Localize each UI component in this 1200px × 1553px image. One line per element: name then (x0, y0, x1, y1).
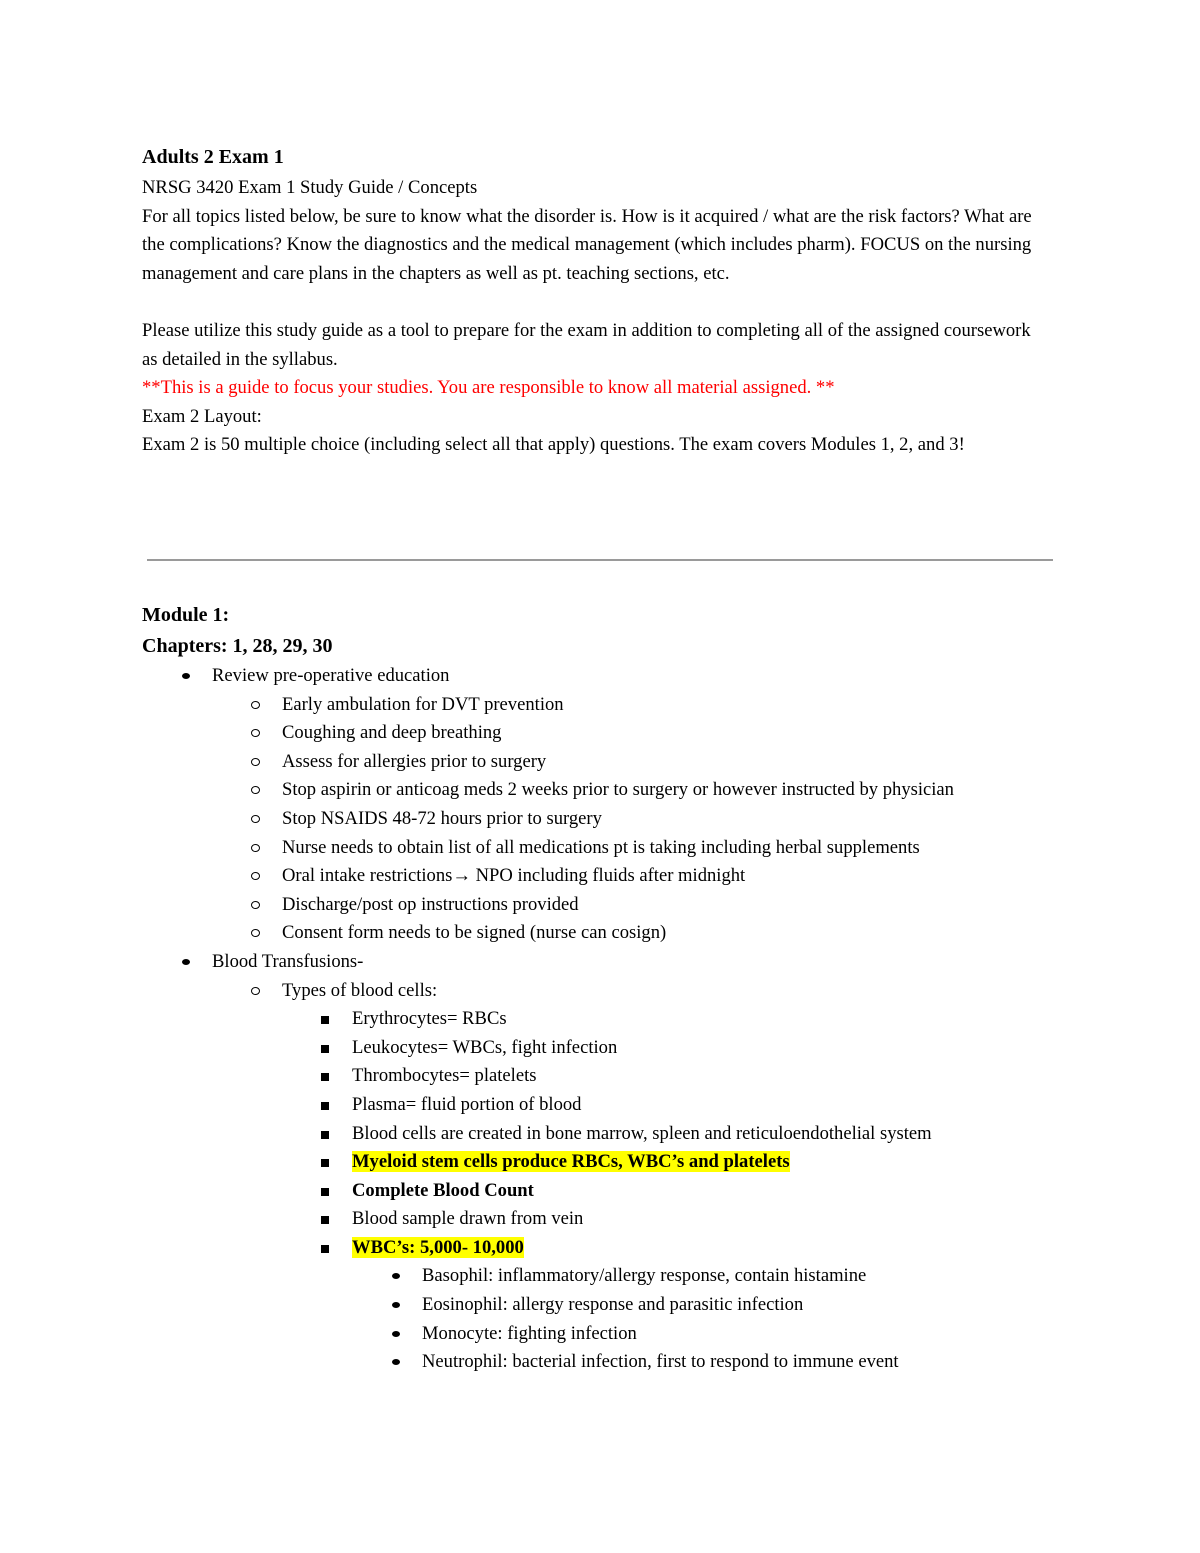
transfusions-sublist (212, 977, 1042, 1377)
list-item (282, 891, 1042, 920)
list-item (352, 1062, 1042, 1091)
list-item-text: WBC’s: 5,000- 10,000 (352, 1236, 524, 1258)
intro-paragraph: For all topics listed below, be sure to know what the disorder is. How is it acquired / what are the risk factors? What are the complications? Know the diagnostics and the medical management (which includes pharm). FOCUS on the nursing management and care plans in the chapters as well as pt. teaching sections, etc. (142, 205, 1032, 284)
list-item-text: Consent form needs to be signed (nurse can cosign) (282, 922, 667, 944)
list-item-text: Assess for allergies prior to surgery (282, 750, 547, 772)
list-item-text: Oral intake restrictions→ NPO including fluids after midnight (282, 865, 746, 887)
list-item-text: Early ambulation for DVT prevention (282, 693, 564, 715)
list-item (282, 805, 1042, 834)
module-chapters: Chapters: 1, 28, 29, 30 (142, 635, 333, 657)
list-item-text: Basophil: inflammatory/allergy response, contain histamine (422, 1265, 867, 1287)
list-item-transfusions (212, 948, 1042, 1377)
list-item-text: Stop aspirin or anticoag meds 2 weeks prior to surgery or however instructed by physician (282, 779, 954, 801)
document-subtitle: NRSG 3420 Exam 1 Study Guide / Concepts (142, 177, 478, 198)
list-item-text: Leukocytes= WBCs, fight infection (352, 1036, 618, 1058)
list-item (352, 1034, 1042, 1063)
list-item-label: Review pre-operative education (212, 665, 450, 686)
list-item (282, 719, 1042, 748)
list-item-blood-cell-types (282, 977, 1042, 1377)
list-item (282, 748, 1042, 777)
list-item (352, 1091, 1042, 1120)
preop-sublist (212, 691, 1042, 948)
spacer (142, 288, 1042, 317)
list-item-text: Myeloid stem cells produce RBCs, WBC’s and platelets (352, 1151, 790, 1173)
list-item-highlighted (352, 1234, 1042, 1377)
wbc-types-list (352, 1262, 1042, 1376)
list-item (282, 919, 1042, 948)
list-item-text: Monocyte: fighting infection (422, 1322, 637, 1344)
list-item (282, 862, 1042, 891)
exam-layout-label: Exam 2 Layout: (142, 405, 262, 427)
list-item (282, 691, 1042, 720)
list-item-text: Stop NSAIDS 48-72 hours prior to surgery (282, 807, 602, 829)
horizontal-divider (147, 559, 1053, 561)
list-item-text: Plasma= fluid portion of blood (352, 1093, 582, 1115)
list-item (352, 1120, 1042, 1149)
list-item (352, 1005, 1042, 1034)
list-item (352, 1205, 1042, 1234)
list-item (282, 776, 1042, 805)
utilize-paragraph: Please utilize this study guide as a tool to prepare for the exam in addition to completing all of the assigned coursework as detailed in the syllabus. (142, 319, 1031, 370)
warning-text: **This is a guide to focus your studies. You are responsible to know all material assigned. ** (142, 377, 835, 399)
module-title: Module 1: (142, 604, 230, 626)
list-item-text: Thrombocytes= platelets (352, 1065, 537, 1087)
study-guide-header (142, 140, 1042, 460)
list-item-label: Blood Transfusions- (212, 950, 364, 972)
list-item-text: Neutrophil: bacterial infection, first to respond to immune event (422, 1351, 899, 1373)
list-item-text: Coughing and deep breathing (282, 722, 502, 744)
list-item-text: Complete Blood Count (352, 1179, 534, 1201)
list-item-text: Erythrocytes= RBCs (352, 1008, 507, 1030)
list-item (422, 1320, 1042, 1349)
list-item (422, 1348, 1042, 1377)
list-item (422, 1291, 1042, 1320)
list-item (422, 1262, 1042, 1291)
list-item-highlighted (352, 1148, 1042, 1177)
list-item-text: Nurse needs to obtain list of all medications pt is taking including herbal supplements (282, 836, 920, 858)
list-item (282, 834, 1042, 863)
list-item-text: Types of blood cells: (282, 979, 438, 1001)
exam-layout-text: Exam 2 is 50 multiple choice (including select all that apply) questions. The exam covers Modules 1, 2, and 3! (142, 434, 965, 456)
document-title: Adults 2 Exam 1 (142, 146, 284, 168)
list-item-preop (212, 662, 1042, 948)
list-item-text: Discharge/post op instructions provided (282, 893, 579, 915)
list-item-text: Blood cells are created in bone marrow, spleen and reticuloendothelial system (352, 1122, 932, 1144)
list-item (352, 1177, 1042, 1206)
list-item-text: Eosinophil: allergy response and parasitic infection (422, 1294, 804, 1316)
list-item-text: Blood sample drawn from vein (352, 1208, 584, 1230)
module-1-list (142, 662, 1042, 1377)
module-1-section (142, 600, 1042, 1377)
blood-cell-types-list (282, 1005, 1042, 1377)
